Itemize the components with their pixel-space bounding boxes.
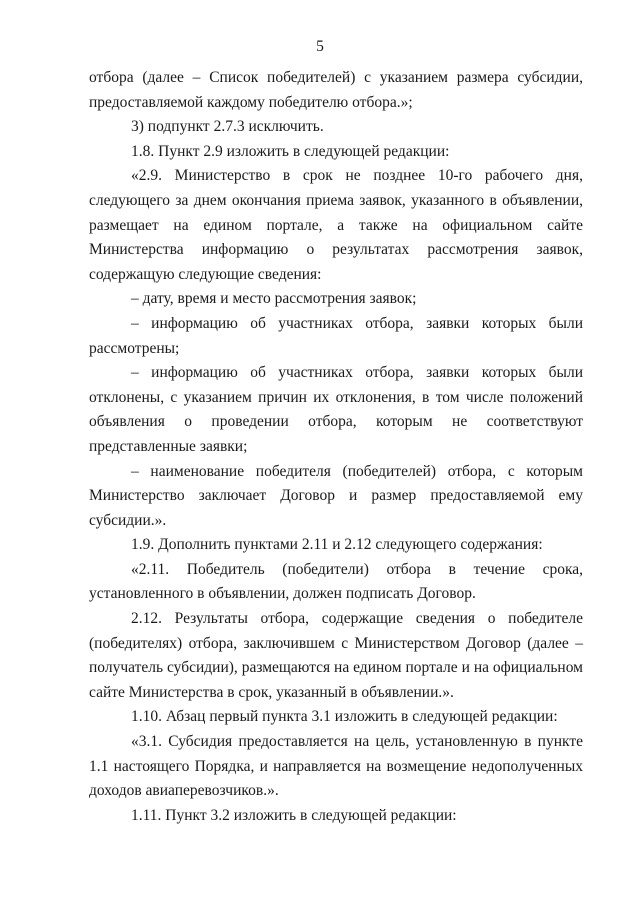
page-number: 5 — [316, 38, 324, 55]
paragraph: 3) подпункт 2.7.3 исключить. — [131, 118, 324, 136]
paragraph: «2.11. Победитель (победители) отбора в течение срока, установленного в объявлении, должен подписать Договор. — [89, 560, 583, 603]
paragraph: «2.9. Министерство в срок не позднее 10-го рабочего дня, следующего за днем окончания приема заявок, указанного в объявлении, размещает на едином портале, а также на официальном сайте Министерства информацию о результатах рассмотрения заявок, содержащую следующие сведения: — [89, 167, 583, 283]
paragraph: 1.10. Абзац первый пункта 3.1 изложить в следующей редакции: — [131, 708, 558, 726]
paragraph: – информацию об участниках отбора, заявки которых были отклонены, с указанием причин их отклонения, в том числе положений объявления о проведении отбора, которым не соответствуют представленные заявки; — [89, 364, 583, 455]
paragraph: – дату, время и место рассмотрения заявок; — [131, 290, 417, 308]
paragraph: 1.8. Пункт 2.9 изложить в следующей редакции: — [131, 142, 450, 160]
paragraph: 2.12. Результаты отбора, содержащие сведения о победителе (победителях) отбора, заключившем с Министерством Договор (далее – получатель субсидии), размещаются на едином портале и на официальном сайте Министерства в срок, указанный в объявлении.». — [89, 610, 583, 701]
paragraph: – информацию об участниках отбора, заявки которых были рассмотрены; — [89, 314, 583, 357]
paragraph: – наименование победителя (победителей) отбора, с которым Министерство заключает Договор и размер предоставляемой ему субсидии.». — [89, 462, 583, 529]
document-body — [89, 66, 583, 828]
paragraph: «3.1. Субсидия предоставляется на цель, установленную в пункте 1.1 настоящего Порядка, и направляется на возмещение недополученных доходов авиаперевозчиков.». — [89, 733, 583, 800]
paragraph: отбора (далее – Список победителей) с указанием размера субсидии, предоставляемой каждому победителю отбора.»; — [89, 69, 583, 111]
paragraph: 1.9. Дополнить пунктами 2.11 и 2.12 следующего содержания: — [131, 536, 543, 554]
paragraph: 1.11. Пункт 3.2 изложить в следующей редакции: — [131, 806, 457, 824]
